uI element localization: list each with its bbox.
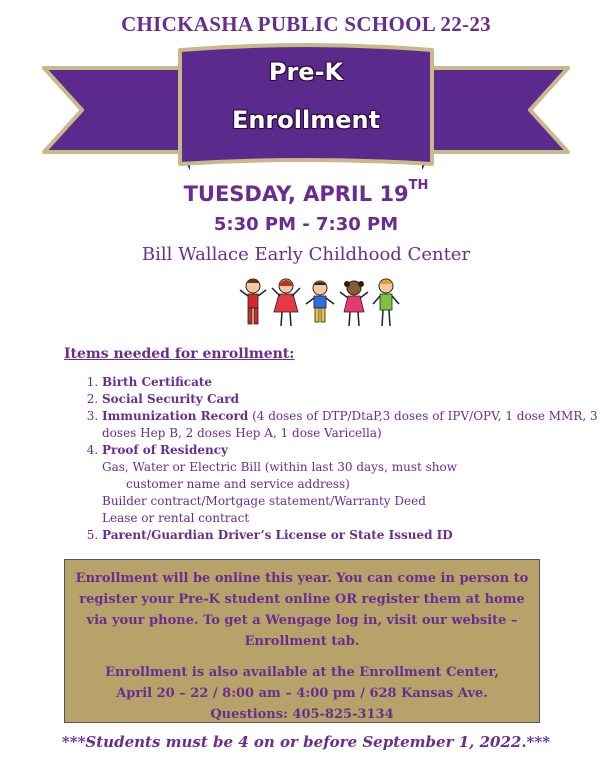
residency-sub-4: Lease or rental contract [102, 511, 250, 525]
children-clipart-icon [236, 274, 402, 336]
list-item: 1. Birth Certificate [102, 374, 602, 391]
residency-sub-1: Gas, Water or Electric Bill (within last 30 days, must show [102, 460, 458, 474]
enrollment-info-box [64, 559, 540, 723]
child-1 [240, 279, 266, 324]
event-time: 5:30 PM - 7:30 PM [213, 214, 399, 235]
items-list [64, 374, 602, 544]
info-paragraph-online: Enrollment will be online this year. You can come in person to register your Pre-K student online OR register them at home via your phone. To get a Wengage log in, visit our website – Enrollment tab. [75, 571, 529, 649]
child-5 [373, 279, 399, 326]
list-item: 5. Parent/Guardian Driver’s License or State Issued ID [102, 527, 602, 544]
items-heading: Items needed for enrollment: [64, 346, 295, 362]
child-4 [340, 281, 368, 326]
school-title: CHICKASHA PUBLIC SCHOOL 22-23 [121, 12, 491, 36]
info-paragraph-center: Enrollment is also available at the Enrollment Center, April 20 – 22 / 8:00 am – 4:00 pm / 628 Kansas Ave. Questions: 405-825-3134 [105, 665, 499, 722]
age-requirement-note: ***Students must be 4 on or before September 1, 2022.*** [61, 733, 551, 751]
ribbon-right-tail [422, 68, 568, 152]
residency-sub-3: Builder contract/Mortgage statement/Warranty Deed [102, 494, 426, 508]
banner-line-enrollment: Enrollment [231, 106, 381, 134]
ribbon-left-tail [44, 68, 190, 152]
child-2 [272, 279, 300, 326]
banner-line-prek: Pre-K [268, 58, 344, 86]
residency-sub-2: customer name and service address) [126, 477, 350, 491]
event-date-suffix: TH [408, 178, 429, 193]
immunization-detail: (4 doses of DTP/DtaP,3 doses of IPV/OPV, 1 dose MMR, 3 doses Hep B, 2 doses Hep A, 1 dose Varicella) [102, 409, 598, 440]
list-item: 3. Immunization Record (4 doses of DTP/DtaP,3 doses of IPV/OPV, 1 dose MMR, 3 doses Hep B, 2 doses Hep A, 1 dose Varicella) [102, 408, 602, 442]
list-item: 2. Social Security Card [102, 391, 602, 408]
event-date [0, 178, 612, 206]
event-date-main: TUESDAY, APRIL 19 [183, 182, 409, 206]
child-3 [306, 281, 334, 322]
event-location: Bill Wallace Early Childhood Center [141, 244, 471, 265]
list-item: 4. Proof of Residency Gas, Water or Electric Bill (within last 30 days, must show customer name and service address) Builder contract/Mortgage statement/Warranty Deed Lease or rental contract [102, 442, 602, 527]
